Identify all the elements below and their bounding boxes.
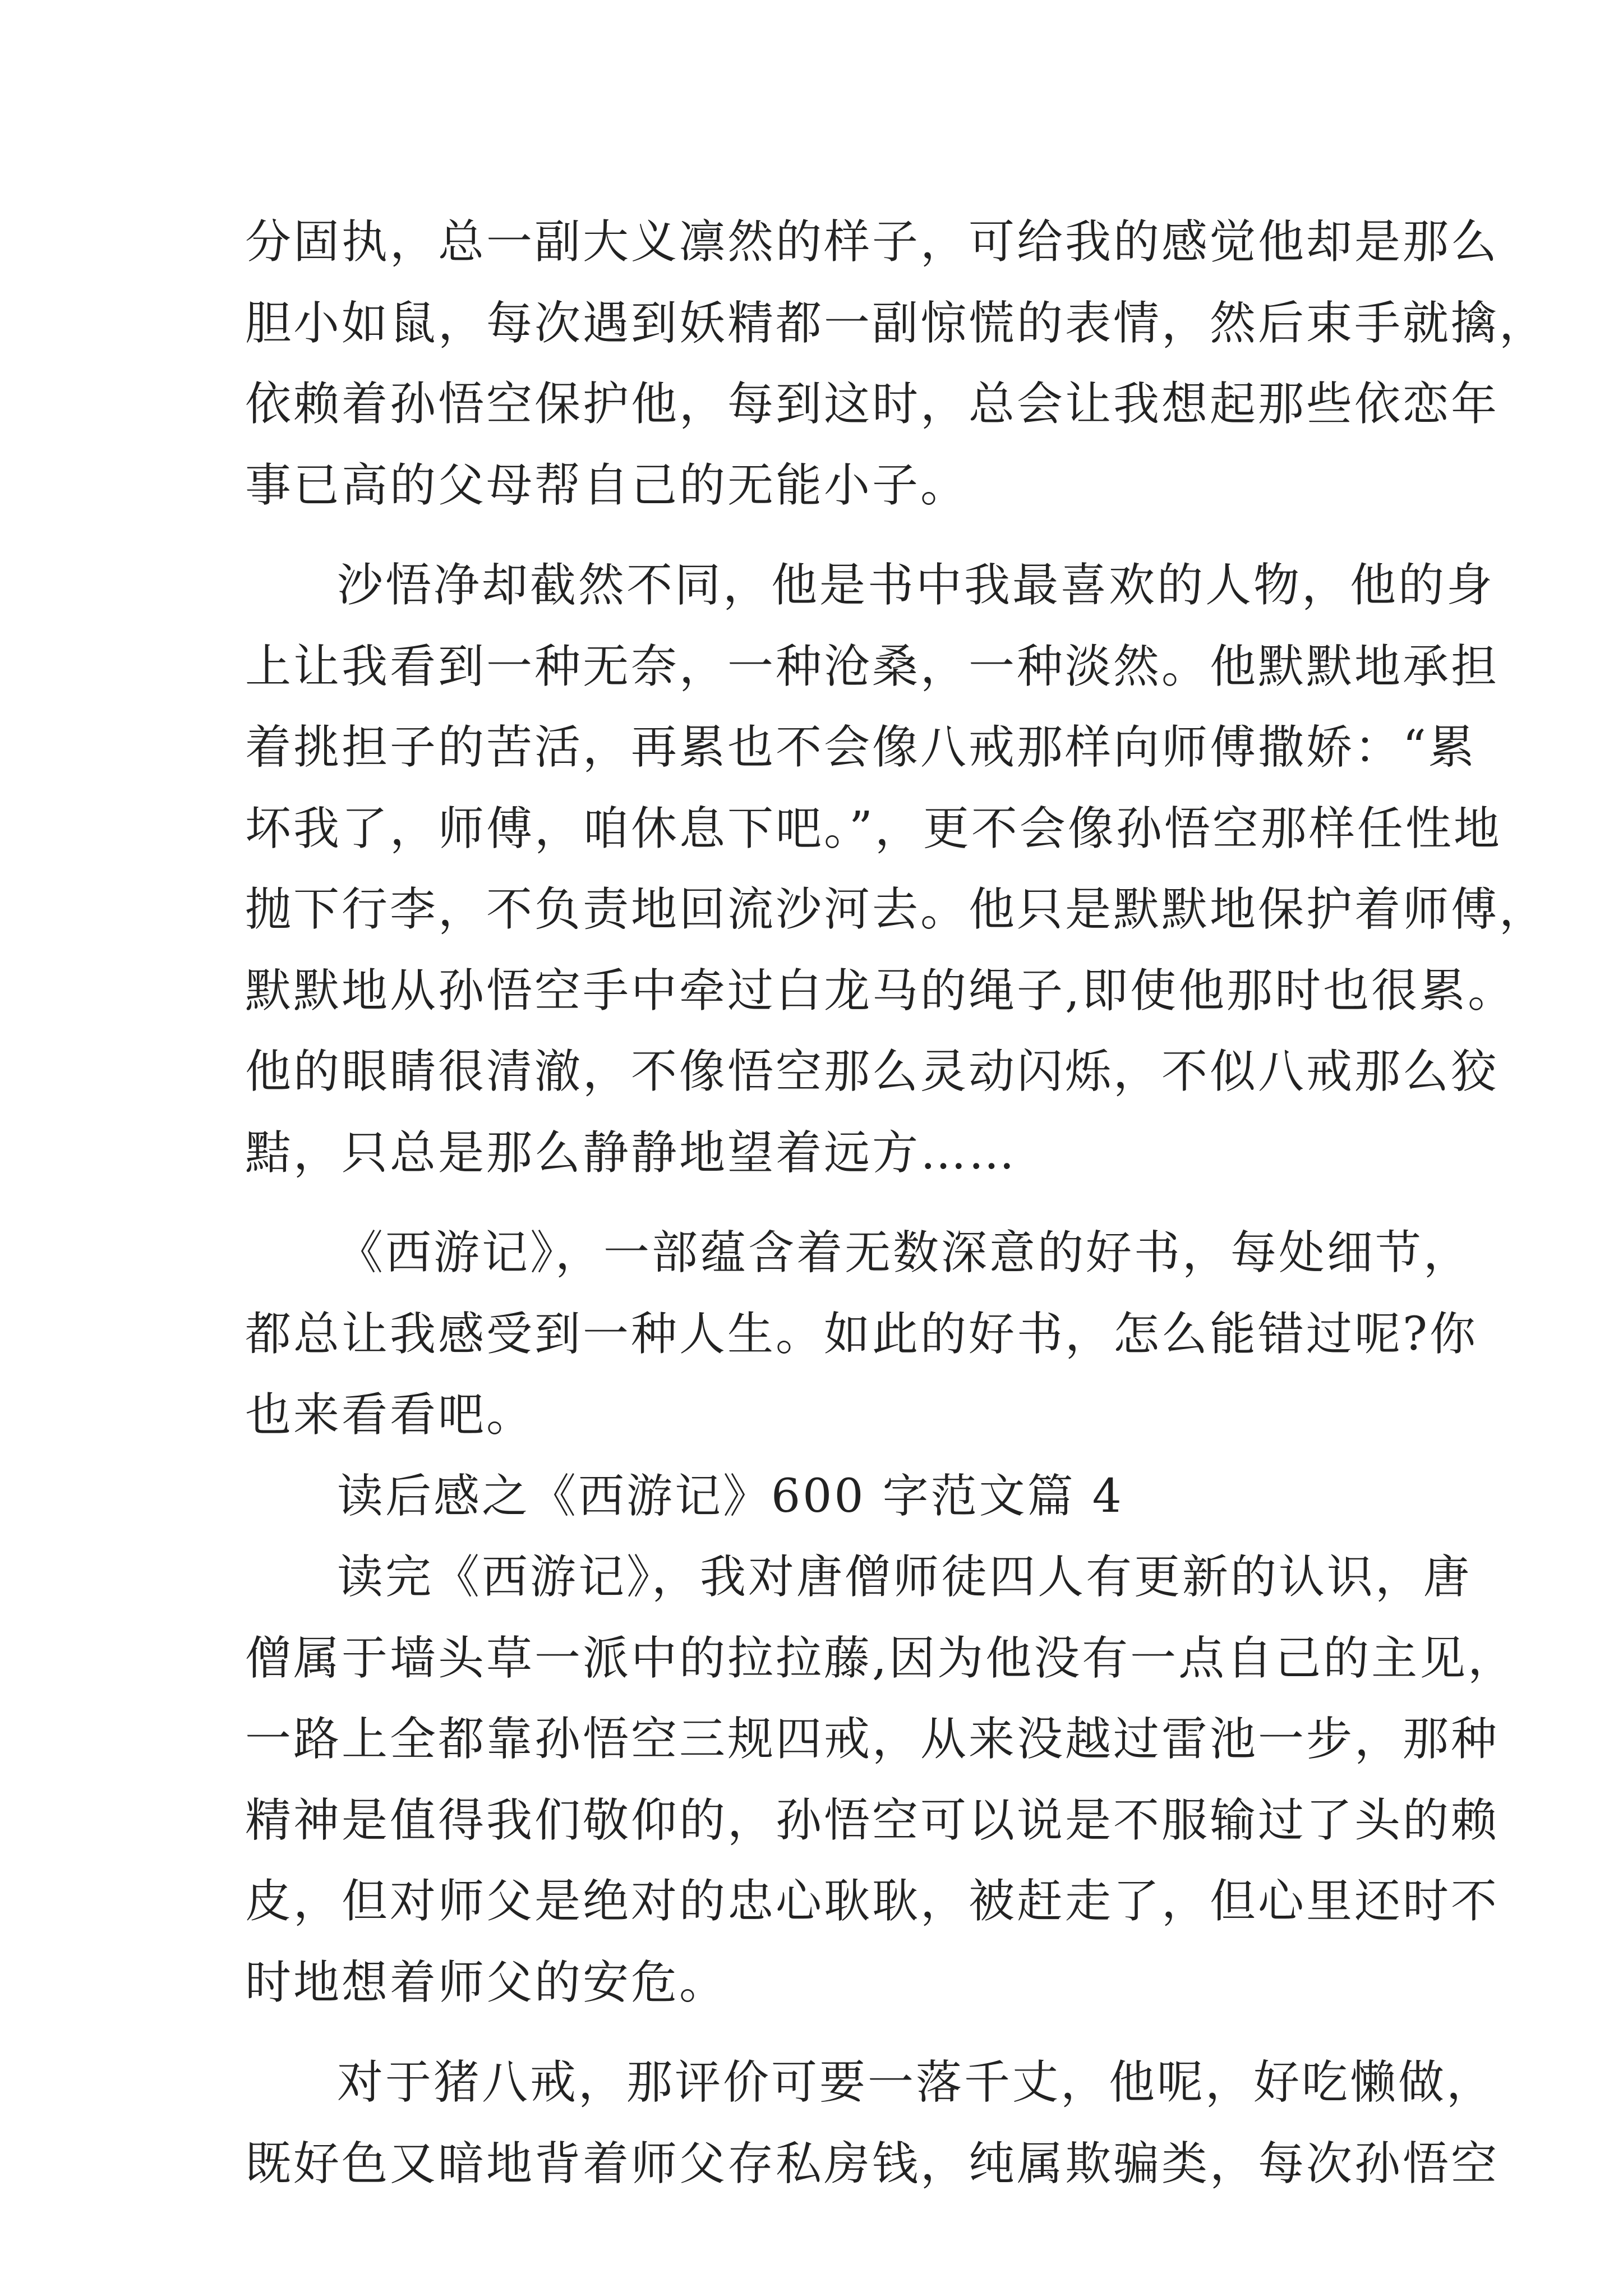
text-line: 也来看看吧。 <box>245 1388 535 1442</box>
text-line: 时地想着师父的安危。 <box>245 1955 728 2009</box>
text-line: 沙悟净却截然不同，他是书中我最喜欢的人物，他的身 <box>337 559 1495 612</box>
text-line: 上让我看到一种无奈，一种沧桑，一种淡然。他默默地承担 <box>245 639 1500 693</box>
text-line: 黠，只总是那么静静地望着远方…… <box>245 1126 1017 1180</box>
text-line: 读完《西游记》，我对唐僧师徒四人有更新的认识，唐 <box>337 1550 1472 1604</box>
text-line: 他的眼睛很清澈，不像悟空那么灵动闪烁，不似八戒那么狡 <box>245 1045 1500 1098</box>
body-text <box>245 202 1548 2205</box>
text-line: 坏我了，师傅，咱休息下吧。”，更不会像孙悟空那样任性地 <box>245 802 1502 855</box>
text-line: 抛下行李，不负责地回流沙河去。他只是默默地保护着师傅， <box>245 883 1548 936</box>
text-line: 事已高的父母帮自己的无能小子。 <box>245 458 969 512</box>
text-line: 依赖着孙悟空保护他，每到这时，总会让我想起那些依恋年 <box>245 378 1500 431</box>
text-line: 对于猪八戒，那评价可要一落千丈，他呢，好吃懒做， <box>337 2056 1495 2109</box>
text-line: 默默地从孙悟空手中牵过白龙马的绳子,即使他那时也很累。 <box>245 964 1516 1018</box>
text-line: 着挑担子的苦活，再累也不会像八戒那样向师傅撒娇：“累 <box>245 721 1477 774</box>
text-line: 既好色又暗地背着师父存私房钱，纯属欺骗类，每次孙悟空 <box>245 2137 1500 2191</box>
text-line: 都总让我感受到一种人生。如此的好书，怎么能错过呢?你 <box>245 1307 1478 1361</box>
text-line: 皮，但对师父是绝对的忠心耿耿，被赶走了，但心里还时不 <box>245 1875 1500 1928</box>
text-line: 精神是值得我们敬仰的，孙悟空可以说是不服输过了头的赖 <box>245 1793 1500 1847</box>
text-line: 一路上全都靠孙悟空三规四戒，从来没越过雷池一步，那种 <box>245 1713 1500 1766</box>
text-line: 分固执，总一副大义凛然的样子，可给我的感觉他却是那么 <box>245 215 1500 269</box>
text-line: 胆小如鼠，每次遇到妖精都一副惊慌的表情，然后束手就擒， <box>245 296 1548 350</box>
section-heading: 读后感之《西游记》600 字范文篇 4 <box>337 1469 1124 1523</box>
text-line: 僧属于墙头草一派中的拉拉藤,因为他没有一点自己的主见， <box>245 1631 1516 1685</box>
text-line: 《西游记》，一部蕴含着无数深意的好书，每处细节， <box>337 1226 1472 1280</box>
